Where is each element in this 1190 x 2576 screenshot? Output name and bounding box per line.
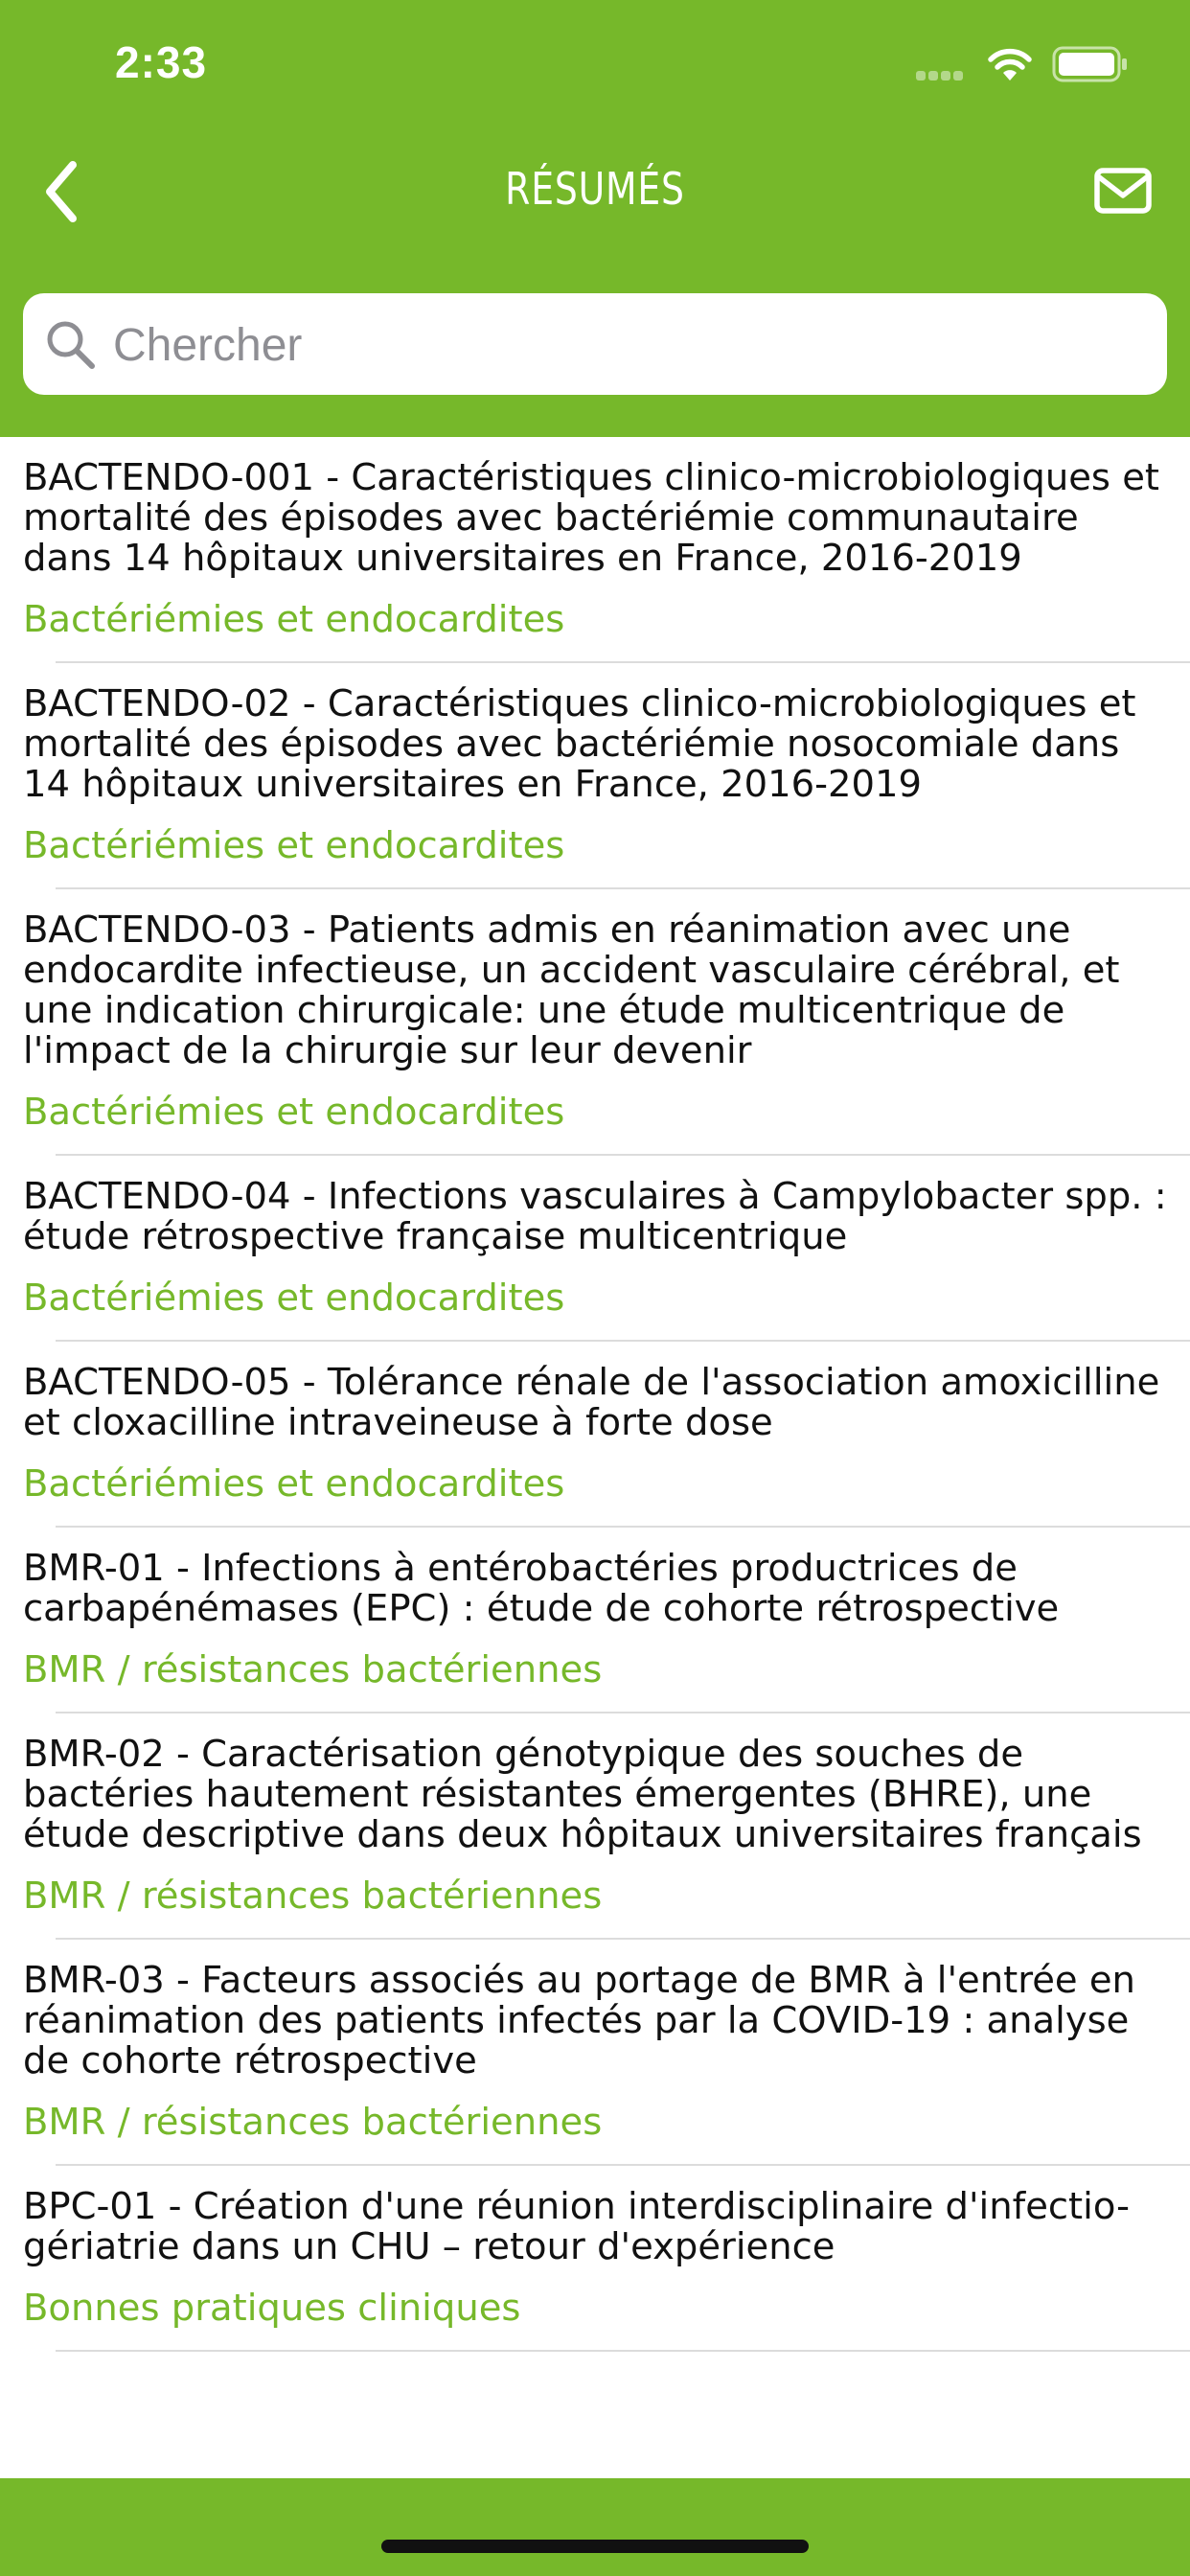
mail-button[interactable] — [1092, 165, 1154, 218]
list-item[interactable] — [0, 2166, 1190, 2352]
search-icon — [44, 318, 98, 372]
battery-icon — [1052, 46, 1129, 82]
item-category: BMR / résistances bactériennes — [23, 2101, 603, 2144]
item-category: Bactériémies et endocardites — [23, 1091, 565, 1134]
item-category: BMR / résistances bactériennes — [23, 1874, 603, 1918]
list-item[interactable] — [0, 1528, 1190, 1714]
item-title: BACTENDO-04 - Infections vasculaires à Campylobacter spp. : étude rétrospective française multicentrique — [23, 1175, 1167, 1258]
list-item[interactable] — [0, 663, 1190, 889]
item-title: BACTENDO-03 - Patients admis en réanimation avec une endocardite infectieuse, un accident vasculaire cérébral, et une indication chirurgicale: une étude multicentrique de l'impact de la chirurgie sur leur devenir — [23, 908, 1120, 1072]
list-item[interactable] — [0, 437, 1190, 663]
chevron-left-icon — [38, 155, 96, 228]
list-item[interactable] — [0, 1342, 1190, 1528]
item-category: Bactériémies et endocardites — [23, 1462, 565, 1506]
item-category: Bactériémies et endocardites — [23, 1276, 565, 1320]
item-category: Bonnes pratiques cliniques — [23, 2287, 521, 2330]
abstracts-list — [0, 437, 1190, 2478]
wifi-icon — [987, 44, 1033, 82]
cellular-signal-icon — [916, 71, 970, 80]
item-category: Bactériémies et endocardites — [23, 824, 565, 867]
list-item[interactable] — [0, 889, 1190, 1156]
page-title: RÉSUMÉS — [505, 163, 685, 215]
envelope-icon — [1092, 165, 1154, 218]
item-title: BMR-01 - Infections à entérobactéries productrices de carbapénémases (EPC) : étude de cohorte rétrospective — [23, 1547, 1060, 1630]
list-item[interactable] — [0, 1940, 1190, 2166]
item-title: BMR-03 - Facteurs associés au portage de BMR à l'entrée en réanimation des patients infectés par la COVID-19 : analyse de cohorte rétrospective — [23, 1959, 1135, 2082]
list-item[interactable] — [0, 1714, 1190, 1940]
item-title: BMR-02 - Caractérisation génotypique des souches de bactéries hautement résistantes émergentes (BHRE), une étude descriptive dans deux hôpitaux universitaires français — [23, 1733, 1142, 1856]
home-indicator[interactable] — [381, 2540, 809, 2553]
search-input[interactable] — [111, 307, 1150, 383]
list-item[interactable] — [0, 1156, 1190, 1342]
item-title: BACTENDO-05 - Tolérance rénale de l'association amoxicilline et cloxacilline intraveineuse à forte dose — [23, 1361, 1160, 1444]
header — [0, 0, 1190, 437]
item-title: BACTENDO-02 - Caractéristiques clinico-microbiologiques et mortalité des épisodes avec bactériémie nosocomiale dans 14 hôpitaux universitaires en France, 2016-2019 — [23, 682, 1136, 806]
back-button[interactable] — [38, 155, 96, 228]
bottom-bar — [0, 2478, 1190, 2576]
navigation-bar — [0, 134, 1190, 249]
status-bar — [0, 0, 1190, 134]
search-bar — [23, 293, 1167, 395]
item-title: BACTENDO-001 - Caractéristiques clinico-microbiologiques et mortalité des épisodes avec bactériémie communautaire dans 14 hôpitaux universitaires en France, 2016-2019 — [23, 456, 1159, 580]
item-category: Bactériémies et endocardites — [23, 598, 565, 641]
item-category: BMR / résistances bactériennes — [23, 1648, 603, 1691]
item-title: BPC-01 - Création d'une réunion interdisciplinaire d'infectio-gériatrie dans un CHU – retour d'expérience — [23, 2185, 1130, 2268]
status-time: 2:33 — [115, 37, 208, 87]
